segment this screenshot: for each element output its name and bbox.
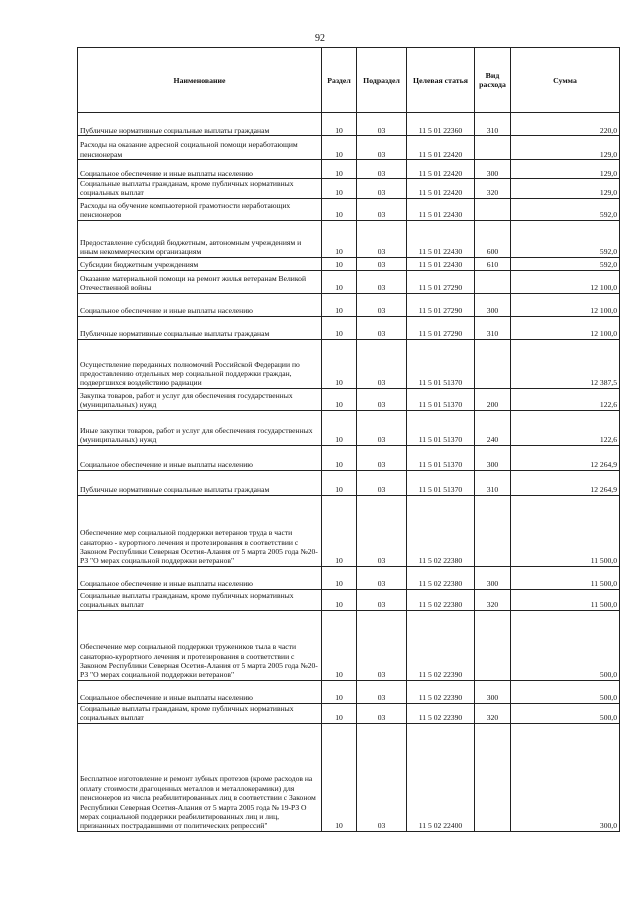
row-target-cell: 11 5 02 22380 — [407, 566, 475, 589]
table-row — [78, 566, 620, 589]
header-vid: Вид расхода — [475, 48, 511, 113]
row-razdel-cell: 10 — [322, 136, 357, 160]
row-name-cell: Социальное обеспечение и иные выплаты населению — [78, 680, 322, 703]
row-name-cell: Публичные нормативные социальные выплаты гражданам — [78, 316, 322, 339]
row-target-cell: 11 5 02 22390 — [407, 680, 475, 703]
row-razdel-cell: 10 — [322, 470, 357, 495]
row-razdel-cell: 10 — [322, 566, 357, 589]
row-target-cell: 11 5 01 51370 — [407, 470, 475, 495]
row-target-cell: 11 5 01 51370 — [407, 410, 475, 445]
row-podrazdel-cell: 03 — [357, 198, 407, 220]
table-row — [78, 495, 620, 566]
row-razdel-cell: 10 — [322, 160, 357, 179]
row-name-cell: Публичные нормативные социальные выплаты гражданам — [78, 470, 322, 495]
row-razdel-cell: 10 — [322, 316, 357, 339]
row-razdel-cell: 10 — [322, 495, 357, 566]
header-podrazdel: Подраздел — [357, 48, 407, 113]
table-row — [78, 220, 620, 257]
row-vid-cell: 300 — [475, 680, 511, 703]
row-vid-cell: 310 — [475, 470, 511, 495]
row-podrazdel-cell: 03 — [357, 495, 407, 566]
row-podrazdel-cell: 03 — [357, 136, 407, 160]
row-name-cell: Социальное обеспечение и иные выплаты населению — [78, 566, 322, 589]
row-podrazdel-cell: 03 — [357, 160, 407, 179]
row-sum-cell: 12 264,9 — [511, 470, 620, 495]
row-razdel-cell: 10 — [322, 198, 357, 220]
row-vid-cell: 320 — [475, 589, 511, 610]
table-row — [78, 703, 620, 723]
row-sum-cell: 122,6 — [511, 410, 620, 445]
row-sum-cell: 500,0 — [511, 703, 620, 723]
row-name-cell: Социальное обеспечение и иные выплаты населению — [78, 445, 322, 470]
row-podrazdel-cell: 03 — [357, 470, 407, 495]
row-name-cell: Расходы на обучение компьютерной грамотности неработающих пенсионеров — [78, 198, 322, 220]
row-vid-cell: 300 — [475, 445, 511, 470]
row-sum-cell: 592,0 — [511, 220, 620, 257]
row-podrazdel-cell: 03 — [357, 113, 407, 136]
row-razdel-cell: 10 — [322, 723, 357, 831]
row-podrazdel-cell: 03 — [357, 680, 407, 703]
table-row — [78, 113, 620, 136]
row-vid-cell: 240 — [475, 410, 511, 445]
row-target-cell: 11 5 02 22400 — [407, 723, 475, 831]
table-row — [78, 388, 620, 410]
row-podrazdel-cell: 03 — [357, 220, 407, 257]
row-name-cell: Социальное обеспечение и иные выплаты населению — [78, 293, 322, 316]
header-sum: Сумма — [511, 48, 620, 113]
row-razdel-cell: 10 — [322, 610, 357, 680]
row-vid-cell: 310 — [475, 316, 511, 339]
row-sum-cell: 11 500,0 — [511, 495, 620, 566]
row-sum-cell: 500,0 — [511, 680, 620, 703]
row-sum-cell: 12 100,0 — [511, 270, 620, 293]
row-target-cell: 11 5 01 22420 — [407, 136, 475, 160]
row-razdel-cell: 10 — [322, 270, 357, 293]
row-sum-cell: 129,0 — [511, 179, 620, 199]
row-sum-cell: 12 100,0 — [511, 293, 620, 316]
table-row — [78, 160, 620, 179]
row-target-cell: 11 5 01 51370 — [407, 388, 475, 410]
table-row — [78, 136, 620, 160]
row-vid-cell — [475, 610, 511, 680]
row-podrazdel-cell: 03 — [357, 610, 407, 680]
row-razdel-cell: 10 — [322, 179, 357, 199]
row-sum-cell: 129,0 — [511, 136, 620, 160]
table-row — [78, 445, 620, 470]
table-row — [78, 610, 620, 680]
row-target-cell: 11 5 02 22380 — [407, 589, 475, 610]
table-row — [78, 589, 620, 610]
row-vid-cell: 610 — [475, 257, 511, 270]
row-target-cell: 11 5 01 22430 — [407, 220, 475, 257]
row-target-cell: 11 5 01 22430 — [407, 198, 475, 220]
row-podrazdel-cell: 03 — [357, 257, 407, 270]
table-row — [78, 723, 620, 831]
table-row — [78, 198, 620, 220]
row-podrazdel-cell: 03 — [357, 270, 407, 293]
row-name-cell: Публичные нормативные социальные выплаты гражданам — [78, 113, 322, 136]
row-razdel-cell: 10 — [322, 680, 357, 703]
row-sum-cell: 129,0 — [511, 160, 620, 179]
row-podrazdel-cell: 03 — [357, 589, 407, 610]
row-razdel-cell: 10 — [322, 220, 357, 257]
row-target-cell: 11 5 01 51370 — [407, 339, 475, 388]
row-razdel-cell: 10 — [322, 388, 357, 410]
row-vid-cell: 300 — [475, 566, 511, 589]
header-razdel: Раздел — [322, 48, 357, 113]
row-vid-cell: 600 — [475, 220, 511, 257]
row-razdel-cell: 10 — [322, 113, 357, 136]
row-target-cell: 11 5 02 22390 — [407, 703, 475, 723]
table-header-row — [78, 48, 620, 113]
budget-table — [77, 47, 620, 832]
row-podrazdel-cell: 03 — [357, 388, 407, 410]
row-razdel-cell: 10 — [322, 293, 357, 316]
row-target-cell: 11 5 01 22420 — [407, 179, 475, 199]
row-sum-cell: 11 500,0 — [511, 589, 620, 610]
row-podrazdel-cell: 03 — [357, 339, 407, 388]
row-name-cell: Социальные выплаты гражданам, кроме публичных нормативных социальных выплат — [78, 179, 322, 199]
row-target-cell: 11 5 01 22430 — [407, 257, 475, 270]
row-vid-cell: 320 — [475, 703, 511, 723]
row-name-cell: Закупка товаров, работ и услуг для обеспечения государственных (муниципальных) нужд — [78, 388, 322, 410]
row-target-cell: 11 5 01 22360 — [407, 113, 475, 136]
row-name-cell: Иные закупки товаров, работ и услуг для обеспечения государственных (муниципальных) нужд — [78, 410, 322, 445]
header-name: Наименование — [78, 48, 322, 113]
row-sum-cell: 11 500,0 — [511, 566, 620, 589]
row-podrazdel-cell: 03 — [357, 566, 407, 589]
table-row — [78, 270, 620, 293]
row-target-cell: 11 5 01 27290 — [407, 293, 475, 316]
row-sum-cell: 592,0 — [511, 198, 620, 220]
row-target-cell: 11 5 01 22420 — [407, 160, 475, 179]
row-podrazdel-cell: 03 — [357, 316, 407, 339]
row-razdel-cell: 10 — [322, 410, 357, 445]
row-razdel-cell: 10 — [322, 339, 357, 388]
row-name-cell: Бесплатное изготовление и ремонт зубных протезов (кроме расходов на оплату стоимости драгоценных металлов и металлокерамики) для пенсионеров из числа реабилитированных лиц в соответствии с Законом Республики Северная Осетия-Алания от 5 марта 2005 года № 19-РЗ О мерах социальной поддержки реабилитированных лиц и лиц, признанных пострадавшими от политических репрессий" — [78, 723, 322, 831]
row-vid-cell: 320 — [475, 179, 511, 199]
row-podrazdel-cell: 03 — [357, 445, 407, 470]
row-name-cell: Субсидии бюджетным учреждениям — [78, 257, 322, 270]
table-row — [78, 293, 620, 316]
table-row — [78, 316, 620, 339]
row-vid-cell — [475, 723, 511, 831]
row-vid-cell — [475, 339, 511, 388]
table-row — [78, 680, 620, 703]
table-row — [78, 339, 620, 388]
row-vid-cell: 200 — [475, 388, 511, 410]
row-vid-cell: 300 — [475, 160, 511, 179]
row-sum-cell: 12 387,5 — [511, 339, 620, 388]
row-razdel-cell: 10 — [322, 257, 357, 270]
row-sum-cell: 220,0 — [511, 113, 620, 136]
row-sum-cell: 122,6 — [511, 388, 620, 410]
row-name-cell: Предоставление субсидий бюджетным, автономным учреждениям и иным некоммерческим организациям — [78, 220, 322, 257]
row-podrazdel-cell: 03 — [357, 703, 407, 723]
row-razdel-cell: 10 — [322, 445, 357, 470]
row-podrazdel-cell: 03 — [357, 179, 407, 199]
row-podrazdel-cell: 03 — [357, 723, 407, 831]
row-target-cell: 11 5 02 22380 — [407, 495, 475, 566]
row-podrazdel-cell: 03 — [357, 410, 407, 445]
row-sum-cell: 300,0 — [511, 723, 620, 831]
row-name-cell: Социальные выплаты гражданам, кроме публичных нормативных социальных выплат — [78, 703, 322, 723]
table-row — [78, 410, 620, 445]
row-target-cell: 11 5 01 51370 — [407, 445, 475, 470]
table-row — [78, 470, 620, 495]
row-vid-cell — [475, 495, 511, 566]
row-vid-cell: 300 — [475, 293, 511, 316]
row-name-cell: Осуществление переданных полномочий Российской Федерации по предоставлению отдельных мер социальной поддержки граждан, подвергшихся воздействию радиации — [78, 339, 322, 388]
row-name-cell: Оказание материальной помощи на ремонт жилья ветеранам Великой Отечественной войны — [78, 270, 322, 293]
row-sum-cell: 500,0 — [511, 610, 620, 680]
row-vid-cell — [475, 198, 511, 220]
row-vid-cell — [475, 136, 511, 160]
table-row — [78, 179, 620, 199]
row-sum-cell: 592,0 — [511, 257, 620, 270]
row-name-cell: Социальное обеспечение и иные выплаты населению — [78, 160, 322, 179]
row-target-cell: 11 5 01 27290 — [407, 270, 475, 293]
row-vid-cell: 310 — [475, 113, 511, 136]
page-number: 92 — [315, 33, 325, 44]
row-razdel-cell: 10 — [322, 703, 357, 723]
header-target: Целевая статья — [407, 48, 475, 113]
row-sum-cell: 12 100,0 — [511, 316, 620, 339]
row-sum-cell: 12 264,9 — [511, 445, 620, 470]
row-target-cell: 11 5 01 27290 — [407, 316, 475, 339]
row-name-cell: Обеспечение мер социальной поддержки тружеников тыла в части санаторно-курортного лечения и протезирования в соответствии с Законом Республики Северная Осетия-Алания от 5 марта 2005 года №20-РЗ "О мерах социальной поддержки ветеранов" — [78, 610, 322, 680]
row-name-cell: Социальные выплаты гражданам, кроме публичных нормативных социальных выплат — [78, 589, 322, 610]
row-podrazdel-cell: 03 — [357, 293, 407, 316]
row-name-cell: Обеспечение мер социальной поддержки ветеранов труда в части санаторно - курортного лечения и протезирования в соответствии с Законом Республики Северная Осетия-Алания от 5 марта 2005 года №20-РЗ "О мерах социальной поддержки ветеранов" — [78, 495, 322, 566]
row-vid-cell — [475, 270, 511, 293]
row-razdel-cell: 10 — [322, 589, 357, 610]
row-target-cell: 11 5 02 22390 — [407, 610, 475, 680]
table-row — [78, 257, 620, 270]
row-name-cell: Расходы на оказание адресной социальной помощи неработающим пенсионерам — [78, 136, 322, 160]
